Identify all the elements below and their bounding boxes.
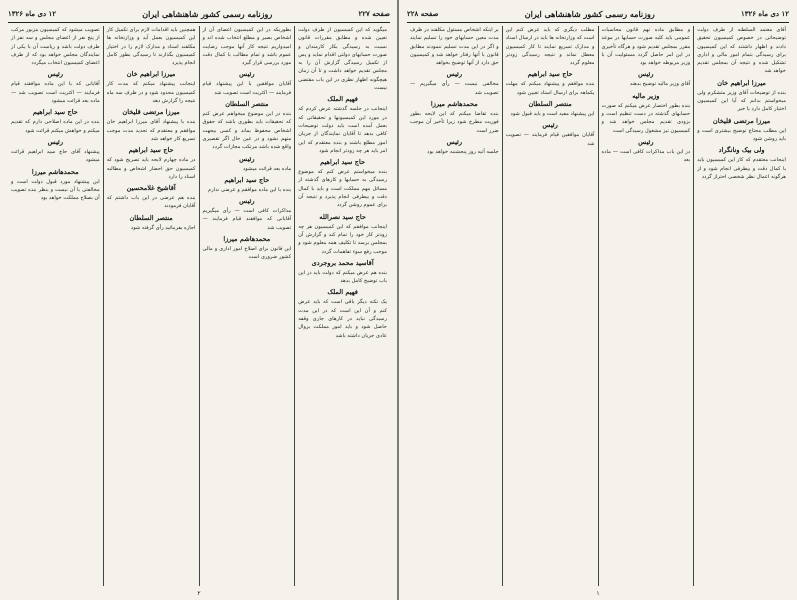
left-page-number: صفحه ۲۲۷ (358, 9, 390, 18)
right-columns (407, 26, 789, 586)
left-page-title: روزنامه رسمی کشور شاهنشاهی ایران (142, 8, 273, 19)
text-column (407, 26, 503, 586)
body-paragraph: آقایان موافقین با این پیشنهاد قیام فرمایند — اکثریت است تصویب شد (202, 81, 292, 96)
speaker-heading: میرزا مرتضی قلیخان (122, 108, 180, 117)
body-paragraph: در ماده چهارم لایحه باید تصریح شود که کمیسیون حق احضار اشخاص و مطالبه اسناد را دارد (106, 157, 196, 180)
speaker-heading: فهیم الملک (327, 288, 358, 297)
body-paragraph: اینجانب موافقم که این کمیسیون هر چه زودتر کار خود را تمام کند و گزارش آن بمجلس برسد تا تکلیف همه معلوم شود و موجب رفع سوء تفاهمات گردد (298, 223, 387, 255)
body-paragraph: و مطابق ماده نهم قانون محاسبات عمومی باید کلیه صورت حسابها در موعد مقرر بمجلس تقدیم شود و هرگاه تأخیری در این امر حاصل گردد مسئولیت آن با وزیر مربوطه خواهد بود (601, 27, 691, 67)
body-paragraph: بنده در این موضوع میخواهم عرض کنم که تحقیقات باید بطوری باشد که حقوق اشخاص محفوظ بماند و کسی بیجهت متهم نشود و در عین حال اگر تقصیری واقع شده باشد مرتکب مجازات گردد (202, 111, 292, 151)
speaker-heading: فهیم الملک (327, 95, 358, 104)
body-paragraph: بنده با پیشنهاد آقای میرزا ابراهیم خان موافقم و معتقدم که تحدید مدت موجب تسریع کار خواهد شد (106, 119, 196, 142)
speaker-heading: محمدهاشم میرزا (31, 167, 79, 176)
text-column (503, 26, 599, 586)
body-paragraph: پیشنهاد آقای حاج سید ابراهیم قرائت میشود (11, 148, 100, 164)
speaker-heading: محمدهاشم میرزا (223, 235, 271, 244)
body-paragraph: آقای وزیر مالیه توضیح بدهند (629, 81, 691, 88)
speaker-heading: رئیس (446, 70, 463, 79)
body-paragraph: بنده بطور اختصار عرض میکنم که صورت حسابهای گذشته در دست تنظیم است و بزودی تقدیم مجلس خواهد شد و کمیسیون نیز مشغول رسیدگی است (601, 102, 691, 134)
left-page-header (8, 6, 390, 21)
speaker-heading: منتصر السلطان (129, 213, 173, 222)
speaker-heading: رئیس (638, 70, 654, 79)
text-column (295, 26, 390, 586)
right-page-header (407, 6, 789, 21)
speaker-heading: منتصر السلطان (528, 100, 572, 109)
speaker-heading: حاج سید ابراهیم (32, 108, 78, 117)
right-page-number: صفحه ۲۲۸ (407, 9, 439, 18)
body-paragraph: این پیشنهاد مفید است و باید قبول شود (510, 111, 595, 118)
body-paragraph: آقایانی که با این ماده موافقند قیام فرمایند — اکثریت است تصویب شد — ماده بعد قرائت میشود (11, 81, 100, 105)
body-paragraph: بر اینکه اشخاص مسئول مکلفند در ظرف مدت معین حسابهای خود را تسلیم نمایند و اگر در این مدت تسلیم ننمودند مطابق قانون با آنها رفتار خواهد شد و کمیسیون حق دارد از آنها توضیح بخواهد (410, 27, 499, 67)
speaker-heading: حاج سید ابراهیم (224, 175, 270, 184)
speaker-heading: حاج سید ابراهیم (128, 146, 174, 155)
speaker-heading: رئیس (542, 121, 558, 130)
body-paragraph: مخالفی نیست — رأی میگیریم — تصویب شد (410, 81, 499, 96)
speaker-heading: رئیس (446, 137, 463, 146)
text-column (694, 26, 789, 586)
body-paragraph: اینجانب پیشنهاد میکنم که مدت کار کمیسیون محدود شود و در ظرف سه ماه نتیجه را گزارش دهد (106, 81, 196, 105)
speaker-heading: رئیس (239, 154, 255, 163)
body-paragraph: اینجانب معتقدم که کار این کمیسیون باید با کمال دقت و بیطرفی انجام شود و از هرگونه اعمال نظر شخصی احتراز گردد (697, 157, 786, 180)
speaker-heading: محمدهاشم میرزا (430, 100, 478, 109)
text-column (8, 26, 104, 586)
body-paragraph: بنده هم عرضی در این باب داشتم که آقایان فرمودند (106, 195, 196, 210)
body-paragraph: بنده میخواستم عرض کنم که موضوع رسیدگی به حسابها و کارهای گذشته از مسائل مهم مملکت است و باید با کمال دقت و بیطرفی انجام پذیرد و نتیجه آن برای عموم روشن گردد (298, 169, 387, 209)
right-page-date: ۱۲ دی ماه ۱۳۲۶ (740, 9, 789, 18)
text-column (200, 26, 296, 586)
body-paragraph: در این باب مذاکرات کافی است — ماده بعد (601, 148, 691, 164)
body-paragraph: این قانون برای اصلاح امور اداری و مالی کشور ضروری است (202, 246, 292, 261)
body-paragraph: ماده بعد قرائت میشود (242, 165, 292, 172)
speaker-heading: رئیس (239, 197, 255, 206)
left-page-date: ۱۲ دی ماه ۱۳۲۶ (8, 9, 57, 18)
body-paragraph: این پیشنهاد مورد قبول دولت است و مخالفتی با آن نیست و بنظر بنده تصویب آن بصلاح مملکت خواهد بود (11, 178, 100, 202)
body-paragraph: بنده موافقم و پیشنهاد میکنم که مهلت یکماهه برای ارسال اسناد تعیین شود (505, 81, 595, 96)
right-header-rule (407, 22, 789, 23)
speaker-heading: منتصر السلطان (225, 100, 269, 109)
body-paragraph: بطوریکه در این کمیسیون اعضای آن از اشخاص بصیر و مطلع انتخاب شده اند و امیدواریم نتیجه کار آنها موجب رضایت عموم باشد و تمام مطالب با کمال دقت مورد بررسی قرار گیرد (202, 27, 292, 67)
body-paragraph: بنده در این ماده اصلاحی دارم که تقدیم میکنم و خواهش میکنم قرائت شود (11, 119, 100, 134)
left-page (0, 0, 398, 600)
speaker-heading: حاج سید ابراهیم (320, 158, 366, 167)
speaker-heading: میرزا ابراهیم خان (126, 70, 176, 79)
text-column (599, 26, 695, 586)
right-page (399, 0, 797, 600)
body-paragraph: مذاکرات کافی است — رأی میگیریم آقایانی که موافقند قیام فرمایند — تصویب شد (202, 208, 292, 231)
speaker-heading: میرزا مرتضی قلیخان (712, 116, 771, 125)
speaker-heading: رئیس (47, 70, 64, 79)
speaker-heading: رئیس (239, 70, 255, 79)
speaker-heading: حاج سید ابراهیم (527, 70, 573, 79)
body-paragraph: آقای معتمد السلطنه از طرف دولت توضیحاتی در خصوص کمیسیون تحقیق دادند و اظهار داشتند که این کمیسیون برای رسیدگی بتمام امور مالی و اداری تشکیل شده و نتیجه آن بمجلس تقدیم خواهد شد (697, 27, 786, 75)
body-paragraph: تصویب میشود که کمیسیون مزبور مرکب از پنج نفر از اعضای مجلس و سه نفر از طرف دولت باشد و ریاست آن با یکی از نمایندگان مجلس خواهد بود که از طرف اعضای کمیسیون انتخاب میگردد (11, 27, 100, 67)
left-header-rule (8, 22, 390, 23)
body-paragraph: اینجانب در جلسه گذشته عرض کردم که در مورد این کمیسیونها و تحقیقاتی که بعمل آمده است باید دولت توضیحات کافی بدهد تا آقایان نمایندگان از جریان امور مطلع باشند و بنده معتقدم که این امر باید هر چه زودتر انجام شود (298, 106, 387, 154)
body-paragraph: بنده با این ماده موافقم و عرضی ندارم (208, 186, 292, 193)
body-paragraph: همچنین باید اقدامات لازم برای تکمیل کار این کمیسیون بعمل آید و وزارتخانه ها مکلفند اسناد و مدارک لازم را در اختیار کمیسیون بگذارند تا رسیدگی بطور کامل انجام پذیرد (106, 27, 196, 67)
speaker-heading: رئیس (638, 137, 654, 146)
body-paragraph: میگوید که این کمیسیون از طرف دولت تعیین شده و مطابق مقررات قانون نسبت به رسیدگی بکار کارمندان و صورت حسابهای دولتی اقدام نماید و پس از تکمیل رسیدگی گزارش آن را به مجلس تقدیم خواهد داشت و تا آن زمان هیچگونه اظهار نظری در این باب مقتضی نیست (298, 27, 387, 92)
right-page-footer: ۱ (596, 590, 600, 597)
body-paragraph: آقایان موافقین قیام فرمایند — تصویب شد (505, 132, 595, 147)
speaker-heading: رئیس (47, 137, 64, 146)
left-page-footer: ۲ (197, 590, 201, 597)
left-columns (8, 26, 390, 586)
body-paragraph: این مطلب محتاج توضیح بیشتری است و باید روشن شود (697, 127, 786, 142)
speaker-heading: آقاشیخ غلامحسین (126, 184, 176, 193)
speaker-heading: ولی بیک ونانگراد (718, 146, 765, 155)
right-page-title: روزنامه رسمی کشور شاهنشاهی ایران (524, 8, 655, 19)
text-column (104, 26, 200, 586)
body-paragraph: جلسه آتیه روز پنجشنبه خواهد بود (427, 148, 499, 155)
speaker-heading: میرزا ابراهیم خان (717, 78, 766, 87)
body-paragraph: بنده تقاضا میکنم که این لایحه بطور فوریت مطرح شود زیرا تأخیر آن موجب ضرر است (410, 111, 499, 134)
body-paragraph: بنده از توضیحات آقای وزیر متشکرم ولی میخواستم بدانم که آیا این کمیسیون اختیار کامل دارد یا خیر (697, 89, 786, 113)
speaker-heading: آقاسید محمد بروجردی (311, 258, 374, 267)
speaker-heading: وزیر مالیه (632, 91, 660, 100)
body-paragraph: یک نکته دیگر باقی است که باید عرض کنم و آن این است که در این مدت رسیدگی نباید در کارهای جاری وقفه حاصل شود و باید امور مملکت بروال عادی جریان داشته باشد (298, 299, 387, 339)
body-paragraph: بنده هم عرض میکنم که دولت باید در این باب توضیح کامل بدهد (298, 269, 387, 285)
body-paragraph: مطلب دیگری که باید عرض کنم این است که وزارتخانه ها باید در ارسال اسناد و مدارک تسریع نمایند تا کار کمیسیون معطل نماند و نتیجه رسیدگی زودتر معلوم گردد (505, 27, 595, 67)
body-paragraph: اجازه بفرمائید رأی گرفته شود (130, 224, 196, 231)
speaker-heading: حاج سید نصرالله (319, 212, 366, 221)
